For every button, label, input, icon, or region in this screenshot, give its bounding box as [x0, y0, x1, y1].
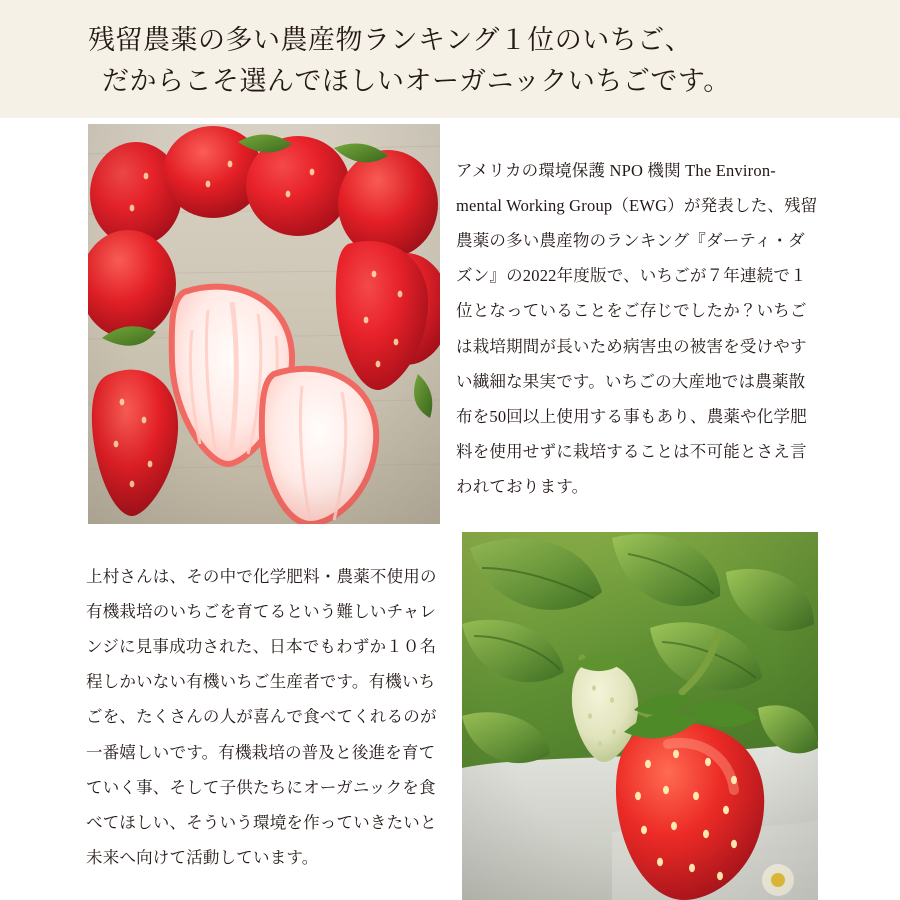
- producer-text-block: [86, 542, 446, 892]
- producer-paragraph: 上村さんは、その中で化学肥料・農薬不使用の有機栽培のいちごを育てるという難しいチャレンジに見事成功された、日本でもわずか１０名程しかいない有機いちご生産者です。有機いちごを、たくさんの人が喜んで食べてくれるのが一番嬉しいです。有機栽培の普及と後進を育てていく事、そして子供たちにオーガニックを食べてほしい、そういう環境を作っていきたいと未来へ向けて活動しています。: [86, 566, 437, 868]
- headline-line-2: だからこそ選んでほしいオーガニックいちごです。: [102, 66, 731, 96]
- headline-line-1: 残留農薬の多い農産物ランキング１位のいちご、: [88, 25, 693, 55]
- strawberries-illustration: [88, 124, 440, 524]
- header-text-block: [88, 20, 878, 102]
- growing-strawberry-illustration: [462, 532, 818, 900]
- strawberry-on-plant-photo: [462, 532, 818, 900]
- header-band: [0, 0, 900, 118]
- harvested-strawberries-photo: [88, 124, 440, 524]
- intro-text-block: [456, 136, 818, 521]
- intro-paragraph: アメリカの環境保護 NPO 機関 The Environ-mental Working Group（EWG）が発表した、残留農薬の多い農産物のランキング『ダーティ・ダズン』の2022年度版で、いちごが７年連続で１位となっていることをご存じでしたか？いちごは栽培期間が長いため病害虫の被害を受けやすい繊細な果実です。いちごの大産地では農薬散布を50回以上使用する事もあり、農薬や化学肥料を使用せずに栽培することは不可能とさえ言われております。: [456, 160, 818, 497]
